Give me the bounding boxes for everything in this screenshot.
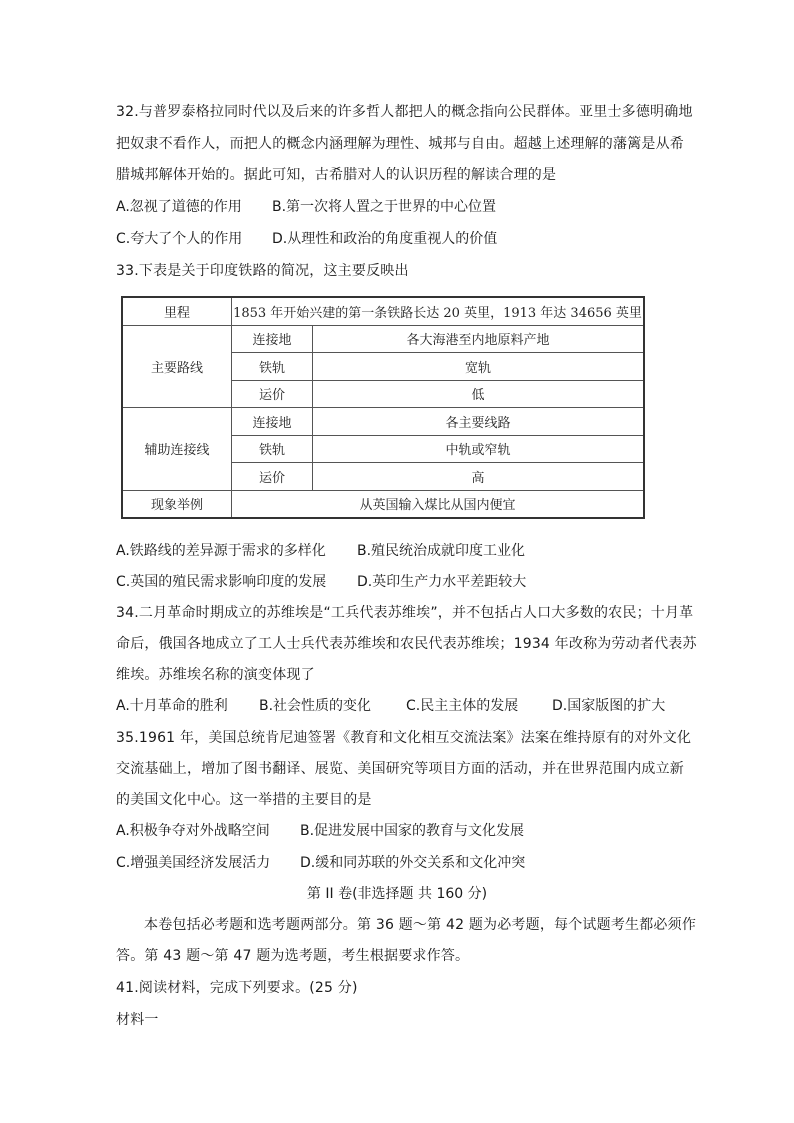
main-row-value: 各大海港至内地原料产地 xyxy=(313,325,645,353)
q33-stem: 33.下表是关于印度铁路的简况，这主要反映出 xyxy=(116,263,409,279)
aux-row-value: 各主要线路 xyxy=(313,408,645,436)
q41-material-label: 材料一 xyxy=(116,1012,159,1028)
q35-option-d: D.缓和同苏联的外交关系和文化冲突 xyxy=(300,855,526,871)
q34-stem-line-1: 34.二月革命时期成立的苏维埃是“工兵代表苏维埃”，并不包括占人口大多数的农民；十月革 xyxy=(116,605,694,621)
q32-option-b: B.第一次将人置之于世界的中心位置 xyxy=(272,199,497,215)
q34-option-c: C.民主主体的发展 xyxy=(406,698,519,714)
part-two-instruction-line-1: 本卷包括必考题和选考题两部分。第 36 题～第 42 题为必考题，每个试题考生都必须作 xyxy=(144,917,697,933)
mileage-label: 里程 xyxy=(122,297,232,325)
q32-option-a: A.忽视了道德的作用 xyxy=(116,199,242,215)
example-value: 从英国输入煤比从国内便宜 xyxy=(232,490,645,518)
q32-stem-line-3: 腊城邦解体开始的。据此可知，古希腊对人的认识历程的解读合理的是 xyxy=(116,167,557,183)
india-railway-table xyxy=(121,296,645,519)
q35-stem-line-3: 的美国文化中心。这一举措的主要目的是 xyxy=(116,792,372,808)
part-two-title: 第 II 卷(非选择题 共 160 分) xyxy=(306,886,488,902)
mileage-value: 1853 年开始兴建的第一条铁路长达 20 英里，1913 年达 34656 英里 xyxy=(232,297,645,325)
table-row xyxy=(122,297,644,325)
q34-stem-line-2: 命后，俄国各地成立了工人士兵代表苏维埃和农民代表苏维埃；1934 年改称为劳动者代表苏 xyxy=(116,636,697,652)
table-row xyxy=(122,408,644,436)
q41-stem: 41.阅读材料，完成下列要求。(25 分) xyxy=(116,980,358,996)
q34-option-b: B.社会性质的变化 xyxy=(259,698,372,714)
q34-option-a: A.十月革命的胜利 xyxy=(116,698,228,714)
q35-option-c: C.增强美国经济发展活力 xyxy=(116,855,271,871)
aux-row-value: 高 xyxy=(313,463,645,491)
q35-stem-line-1: 35.1961 年，美国总统肯尼迪签署《教育和文化相互交流法案》法案在维持原有的对外文化 xyxy=(116,730,692,746)
q33-option-c: C.英国的殖民需求影响印度的发展 xyxy=(116,574,327,590)
aux-row-value: 中轨或窄轨 xyxy=(313,435,645,463)
q33-option-d: D.英印生产力水平差距较大 xyxy=(357,574,527,590)
q33-option-b: B.殖民统治成就印度工业化 xyxy=(357,543,526,559)
aux-line-label: 辅助连接线 xyxy=(122,408,232,491)
main-row-key: 铁轨 xyxy=(232,353,313,381)
q34-stem-line-3: 维埃。苏维埃名称的演变体现了 xyxy=(116,667,315,683)
q35-stem-line-2: 交流基础上，增加了图书翻译、展览、美国研究等项目方面的活动，并在世界范围内成立新 xyxy=(116,761,684,777)
table-row xyxy=(122,325,644,353)
aux-row-key: 连接地 xyxy=(232,408,313,436)
aux-row-key: 铁轨 xyxy=(232,435,313,463)
q32-stem-line-1: 32.与普罗泰格拉同时代以及后来的许多哲人都把人的概念指向公民群体。亚里士多德明确地 xyxy=(116,104,693,120)
q32-option-d: D.从理性和政治的角度重视人的价值 xyxy=(272,231,498,247)
part-two-instruction-line-2: 答。第 43 题～第 47 题为选考题，考生根据要求作答。 xyxy=(116,948,470,964)
q32-stem-line-2: 把奴隶不看作人，而把人的概念内涵理解为理性、城邦与自由。超越上述理解的藩篱是从希 xyxy=(116,136,684,152)
q34-option-d: D.国家版图的扩大 xyxy=(552,698,666,714)
main-row-value: 低 xyxy=(313,380,645,408)
main-row-value: 宽轨 xyxy=(313,353,645,381)
main-route-label: 主要路线 xyxy=(122,325,232,408)
aux-row-key: 运价 xyxy=(232,463,313,491)
main-row-key: 连接地 xyxy=(232,325,313,353)
example-label: 现象举例 xyxy=(122,490,232,518)
q32-option-c: C.夸大了个人的作用 xyxy=(116,231,243,247)
table-row xyxy=(122,490,644,518)
q35-option-a: A.积极争夺对外战略空间 xyxy=(116,823,270,839)
q33-option-a: A.铁路线的差异源于需求的多样化 xyxy=(116,543,326,559)
main-row-key: 运价 xyxy=(232,380,313,408)
q35-option-b: B.促进发展中国家的教育与文化发展 xyxy=(300,823,525,839)
